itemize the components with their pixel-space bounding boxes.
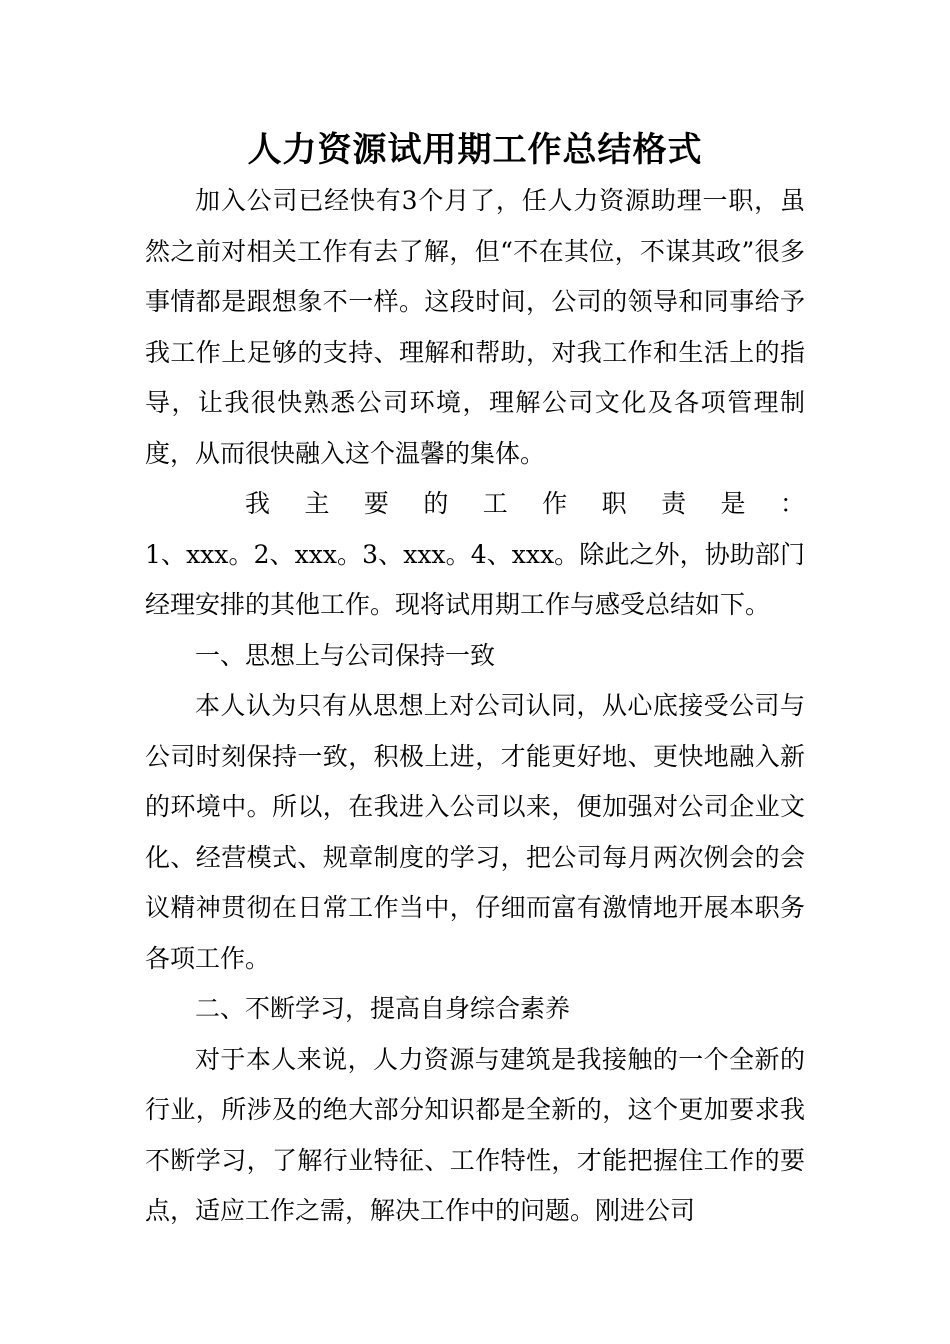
paragraph-intro: 加入公司已经快有3个月了，任人力资源助理一职，虽然之前对相关工作有去了解，但“不在其位，不谋其政”很多事情都是跟想象不一样。这段时间，公司的领导和同事给予我工作上足够的支持、理解和帮助，对我工作和生活上的指导，让我很快熟悉公司环境，理解公司文化及各项管理制度，从而很快融入这个温馨的集体。: [145, 186, 805, 468]
paragraph-section-2: 对于本人来说，人力资源与建筑是我接触的一个全新的行业，所涉及的绝大部分知识都是全新的，这个更加要求我不断学习，了解行业特征、工作特性，才能把握住工作的要点，适应工作之需，解决工作中的问题。刚进公司: [145, 1044, 805, 1225]
section-heading-1: 一、思想上与公司保持一致: [195, 640, 496, 670]
paragraph-duties-heading: 我主要的工作职责是：: [245, 489, 805, 518]
document-title: 人力资源试用期工作总结格式: [247, 130, 703, 170]
paragraph-section-1: 本人认为只有从思想上对公司认同，从心底接受公司与公司时刻保持一致，积极上进，才能更好地、更快地融入新的环境中。所以，在我进入公司以来，便加强对公司企业文化、经营模式、规章制度的学习，把公司每月两次例会的会议精神贯彻在日常工作当中，仔细而富有激情地开展本职务各项工作。: [145, 691, 805, 973]
document-body: [145, 176, 805, 1237]
section-heading-2: 二、不断学习，提高自身综合素养: [195, 994, 571, 1023]
paragraph-duties-list: 1、xxx。2、xxx。3、xxx。4、xxx。除此之外，协助部门经理安排的其他工作。现将试用期工作与感受总结如下。: [145, 539, 805, 619]
